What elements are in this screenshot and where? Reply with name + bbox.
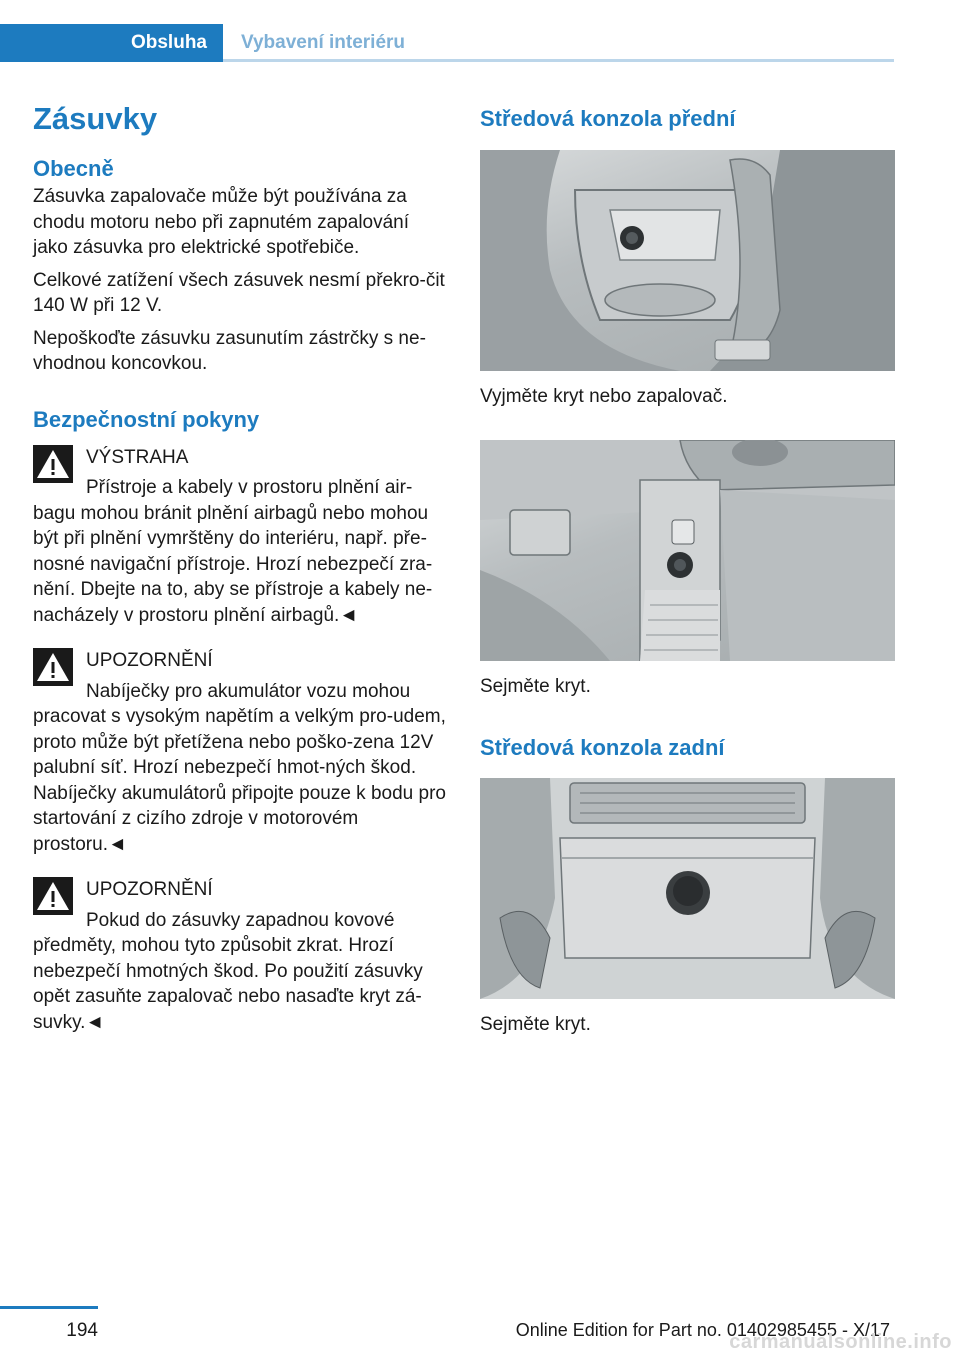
warning-triangle-icon	[33, 445, 73, 483]
rear-caption: Sejměte kryt.	[480, 1014, 591, 1035]
warning-triangle-icon	[33, 648, 73, 686]
general-paragraph-1: Zásuvka zapalovače může být používána za chodu motoru nebo při zapnutém zapalování jako zásuvka pro elektrické spotřebiče.	[33, 186, 410, 258]
header-tabs	[0, 24, 894, 62]
page-title: Zásuvky	[33, 101, 158, 136]
front-caption-1: Vyjměte kryt nebo zapalovač.	[480, 386, 728, 407]
warning-label: UPOZORNĚNÍ	[86, 650, 213, 671]
rear-console-heading: Středová konzola zadní	[480, 735, 725, 760]
safety-heading: Bezpečnostní pokyny	[33, 406, 260, 432]
warning-block-1	[33, 445, 448, 629]
rear-console-photo	[480, 778, 895, 999]
warning-text: předměty, mohou tyto způsobit zkrat. Hrozí nebezpečí hmotných škod. Po použití zásuvky opět zasuňte zapalovač nebo nasaďte kryt zá‐suvky.◄	[33, 935, 423, 1033]
general-heading: Obecně	[33, 156, 114, 181]
general-paragraph-3: Nepoškoďte zásuvku zasunutím zástrčky s ne‐vhodnou koncovkou.	[33, 327, 426, 374]
warning-text-first-line: Pokud do zásuvky zapadnou kovové	[86, 909, 395, 931]
warning-text-first-line: Přístroje a kabely v prostoru plnění air‐	[86, 477, 413, 498]
warning-block-3	[33, 877, 448, 1035]
footer-accent-line	[0, 1306, 98, 1309]
warning-triangle-icon	[33, 877, 73, 915]
front-console-photo-2	[480, 440, 895, 661]
front-caption-2: Sejměte kryt.	[480, 675, 591, 697]
tab-vybaveni-interieru[interactable]: Vybavení interiéru	[241, 32, 406, 53]
front-console-heading: Středová konzola přední	[480, 106, 736, 131]
warning-text: pracovat s vysokým napětím a velkým pro‐udem, proto může být přetížena nebo poško‐zena 12V palubní síť. Hrozí nebezpečí hmot‐ných škod. Nabíječky akumulátorů připojte pouze k bodu pro startování z cizího zdroje v motorovém prostoru.◄	[33, 706, 446, 855]
warning-label: VÝSTRAHA	[86, 446, 189, 468]
watermark: carmanualsonline.info	[729, 1331, 952, 1353]
warning-label: UPOZORNĚNÍ	[86, 879, 213, 900]
left-column	[33, 98, 448, 1055]
warning-block-2	[33, 648, 448, 857]
page-number: 194	[66, 1320, 98, 1341]
tab-obsluha[interactable]: Obsluha	[0, 24, 223, 62]
edition-info: Online Edition for Part no. 01402985455 - X/17	[515, 1320, 890, 1340]
front-console-photo-1	[480, 150, 895, 371]
warning-text-first-line: Nabíječky pro akumulátor vozu mohou	[86, 680, 411, 702]
right-column	[480, 98, 895, 1038]
tab-underline	[223, 59, 894, 62]
warning-text: bagu mohou bránit plnění airbagů nebo mohou být při plnění vymrštěny do interiéru, např. pře‐nosné navigační přístroje. Hrozí nebezpečí zra‐nění. Dbejte na to, aby se přístroje a kabely ne‐nacházely v prostoru plnění airbagů.◄	[33, 502, 433, 626]
general-paragraph-2: Celkové zatížení všech zásuvek nesmí překro‐čit 140 W při 12 V.	[33, 269, 445, 316]
